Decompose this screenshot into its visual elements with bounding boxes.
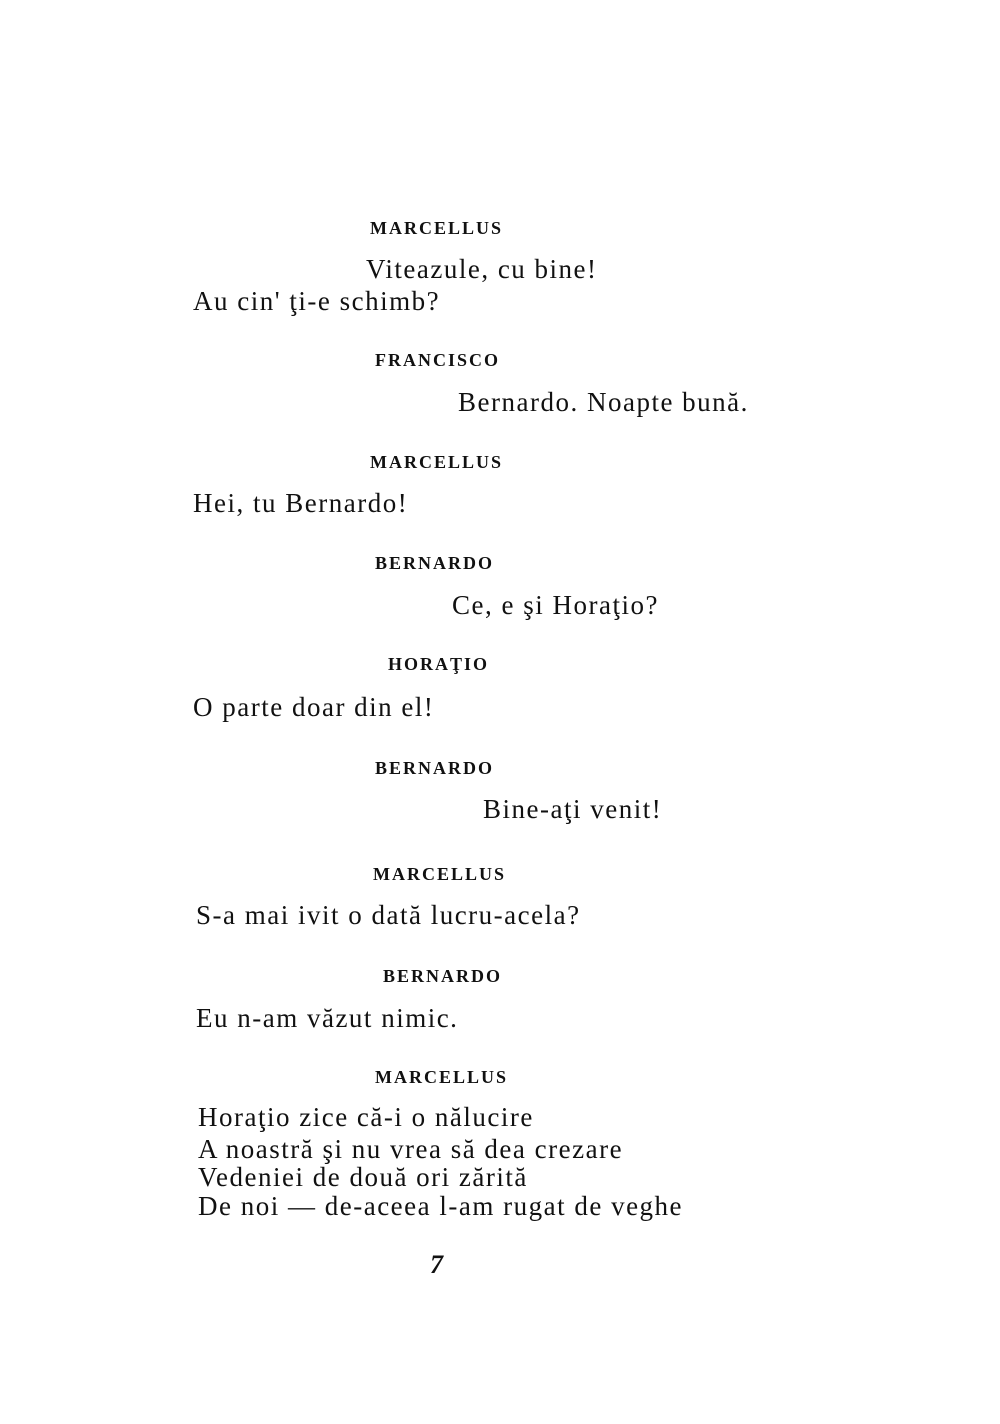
verse-line: Bernardo. Noapte bună. (458, 387, 749, 417)
verse-line: De noi — de-aceea l-am rugat de veghe (198, 1191, 684, 1221)
verse-line: S-a mai ivit o dată lucru-acela? (196, 900, 581, 930)
verse-line: Au cin' ţi-e schimb? (193, 286, 441, 316)
speaker-name: MARCELLUS (370, 452, 504, 472)
verse-line: Viteazule, cu bine! (366, 254, 598, 284)
speaker-name: FRANCISCO (375, 350, 501, 370)
verse-line: Ce, e şi Horaţio? (452, 590, 659, 620)
speaker-name: MARCELLUS (375, 1067, 509, 1087)
speaker-name: BERNARDO (375, 553, 495, 573)
speaker-name: BERNARDO (375, 758, 495, 778)
verse-line: A noastră şi nu vrea să dea crezare (198, 1134, 624, 1164)
speaker-name: BERNARDO (383, 966, 503, 986)
speaker-name: HORAŢIO (388, 654, 490, 674)
page-number: 7 (430, 1250, 443, 1279)
speaker-name: MARCELLUS (370, 218, 504, 238)
verse-line: Hei, tu Bernardo! (193, 488, 409, 518)
verse-line: O parte doar din el! (193, 692, 435, 722)
verse-line: Eu n-am văzut nimic. (196, 1003, 459, 1033)
speaker-name: MARCELLUS (373, 864, 507, 884)
verse-line: Vedeniei de două ori zărită (198, 1162, 528, 1192)
verse-line: Bine-aţi venit! (483, 794, 663, 824)
verse-line: Horaţio zice că-i o nălucire (198, 1102, 534, 1132)
